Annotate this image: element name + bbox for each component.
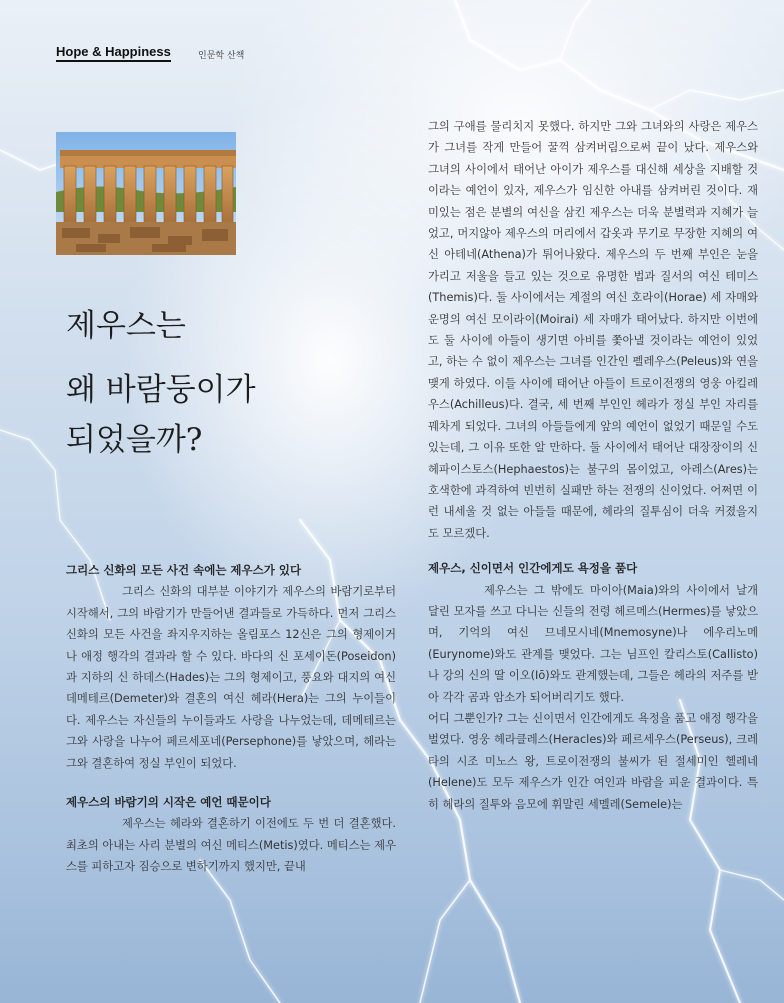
subheading-1: 그리스 신화의 모든 사건 속에는 제우스가 있다	[66, 563, 302, 577]
paragraph-3: 그의 구애를 물리치지 못했다. 하지만 그와 그녀와의 사랑은 제우스가 그녀를 작게 만들어 꿀꺽 삼켜버림으로써 끝이 났다. 제우스와 그녀의 사이에서 태어난 아이가 제우스를 대신해 세상을 지배할 것이라는 예언이 있자, 제우스가 임신한 아내를 삼켜버린 것이다. 재미있는 점은 분별의 여신을 삼킨 제우스는 더욱 분별력과 지혜가 늘었고, 머지않아 제우스의 머리에서 갑옷과 무기로 무장한 지혜의 여신 아테네(Athena)가 튀어나왔다. 제우스의 두 번째 부인은 눈을 가리고 저울을 들고 있는 것으로 유명한 법과 질서의 여신 테미스(Themis)다. 둘 사이에서는 계절의 여신 호라이(Horae) 세 자매와 운명의 여신 모이라이(Moirai) 세 자매가 태어났다. 하지만 이번에도 둘 사이에 아들이 생기면 아비를 쫓아낼 것이라는 예언이 있었고, 하는 수 없이 제우스는 그녀를 인간인 펠레우스(Peleus)와 연을 맺게 하였다. 이들 사이에 태어난 아들이 트로이전쟁의 영웅 아킬레우스(Achilleus)다. 결국, 세 번째 부인인 헤라가 정실 부인 자리를 꿰차게 되었다. 그녀의 아들들에게 앞의 예언이 없었기 때문일 수도 있는데, 그 이유 또한 알 만하다. 둘 사이에서 태어난 대장장이의 신 헤파이스토스(Hephaestos)는 불구의 몸이었고, 아레스(Ares)는 호색한에 과격하여 빈번히 실패만 하는 전쟁의 신이었다. 어쩌면 이런 내세울 것 없는 아들들 때문에, 헤라의 질투심이 더욱 커졌을지도 모르겠다.	[428, 120, 758, 540]
section-label: 인문학 산책	[198, 51, 245, 61]
subheading-3: 제우스, 신이면서 인간에게도 욕정을 품다	[428, 561, 638, 576]
article-title-line-1: 제우스는	[66, 308, 186, 344]
left-column	[66, 560, 396, 878]
magazine-brand: Hope & Happiness	[56, 44, 171, 62]
temple-ruins-photo	[56, 132, 236, 255]
page-header	[56, 44, 256, 66]
paragraph-1: 그리스 신화의 대부분 이야기가 제우스의 바람기로부터 시작해서, 그의 바람기가 만들어낸 결과들로 가득하다. 먼저 그리스 신화의 모든 사건을 좌지우지하는 올림포스 12신은 그의 형제이거나 애정 행각의 결과라 할 수 있다. 바다의 신 포세이돈(Poseidon)과 지하의 신 하데스(Hades)는 그의 형제이고, 풍요와 대지의 여신 데메테르(Demeter)와 결혼의 여신 헤라(Hera)는 그의 누이들이다. 제우스는 자신들의 누이들과도 사랑을 나누었는데, 데메테르는 그와 사랑을 나누어 페르세포네(Persephone)를 낳았으며, 헤라는 그와 결혼하여 정실 부인이 되었다.	[66, 585, 396, 770]
article-title-line-3: 되었을까?	[66, 422, 203, 458]
paragraph-5: 어디 그뿐인가? 그는 신이면서 인간에게도 욕정을 품고 애정 행각을 벌였다. 영웅 헤라클레스(Heracles)와 페르세우스(Perseus), 크레타의 시조 미노스 왕, 트로이전쟁의 불씨가 된 절세미인 헬레네(Helene)도 모두 제우스가 인간 여인과 바람을 피운 결과이다. 특히 헤라의 질투와 음모에 휘말린 세멜레(Semele)는	[428, 711, 758, 811]
paragraph-4: 제우스는 그 밖에도 마이아(Maia)와의 사이에서 날개 달린 모자를 쓰고 다니는 신들의 전령 헤르메스(Hermes)를 낳았으며, 기억의 여신 므네모시네(Mnemosyne)나 에우리노메(Eurynome)와도 관계를 맺었다. 그는 님프인 칼리스토(Callisto)나 강의 신의 딸 이오(Iō)와도 관계했는데, 그들은 헤라의 저주를 받아 각각 곰과 암소가 되어버리기도 했다.	[428, 583, 758, 704]
subheading-2: 제우스의 바람기의 시작은 예언 때문이다	[66, 795, 271, 810]
right-column	[428, 116, 758, 815]
article-title-line-2: 왜 바람둥이가	[66, 372, 256, 408]
paragraph-2: 제우스는 헤라와 결혼하기 이전에도 두 번 더 결혼했다. 최초의 아내는 사리 분별의 여신 메티스(Metis)였다. 메티스는 제우스를 피하고자 짐승으로 변하기까지 했지만, 끝내	[66, 817, 396, 874]
